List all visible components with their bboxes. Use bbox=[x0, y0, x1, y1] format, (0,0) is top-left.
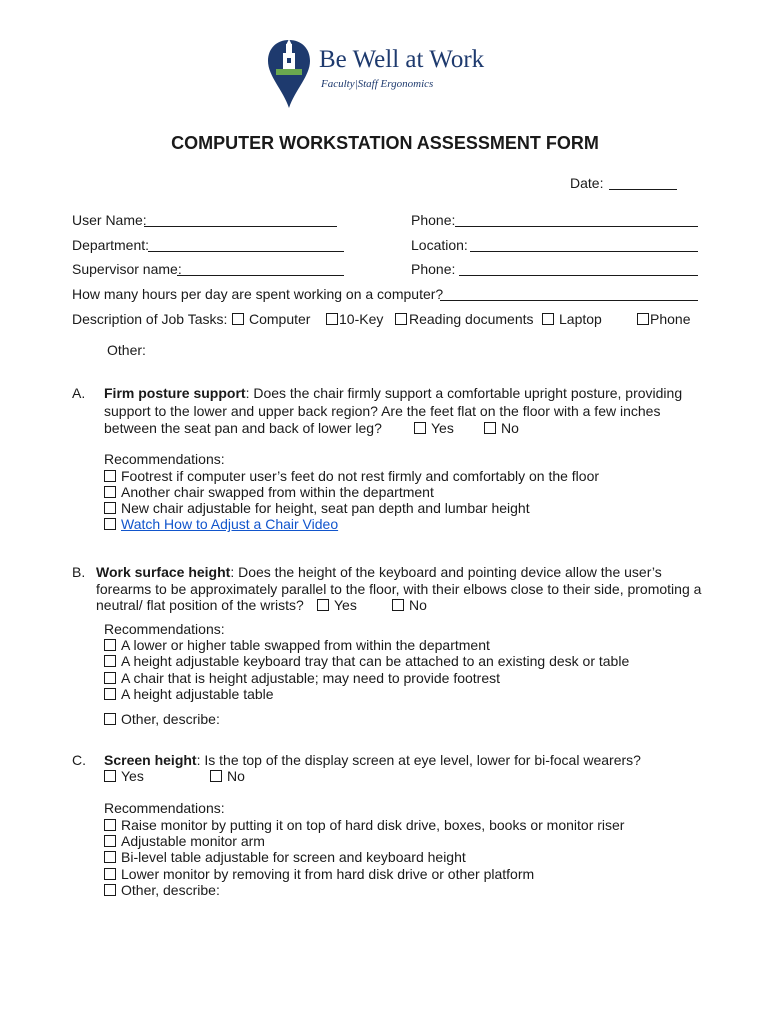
section-c-heading: Screen height bbox=[104, 752, 197, 768]
checkbox[interactable] bbox=[232, 313, 244, 325]
section-a-letter: A. bbox=[72, 385, 86, 401]
task-reading-documents[interactable]: Reading documents bbox=[395, 311, 534, 327]
section-b-heading: Work surface height bbox=[96, 564, 231, 580]
section-a-question-line1: Firm posture support: Does the chair firmly support a comfortable upright posture, providing bbox=[104, 385, 683, 401]
phone2-field[interactable] bbox=[459, 275, 698, 276]
location-label: Location: bbox=[411, 237, 468, 253]
hours-label: How many hours per day are spent working on a computer? bbox=[72, 286, 444, 302]
checkbox[interactable] bbox=[104, 884, 116, 896]
section-a-rec-1[interactable]: Footrest if computer user’s feet do not rest firmly and comfortably on the floor bbox=[104, 468, 599, 484]
checkbox[interactable] bbox=[104, 770, 116, 782]
section-a-no[interactable]: No bbox=[484, 420, 519, 436]
page-title: COMPUTER WORKSTATION ASSESSMENT FORM bbox=[171, 133, 599, 153]
section-b-yes[interactable]: Yes bbox=[317, 597, 357, 613]
checkbox[interactable] bbox=[104, 851, 116, 863]
section-b-rec-4[interactable]: A height adjustable table bbox=[104, 686, 274, 702]
user-name-label: User Name: bbox=[72, 212, 147, 228]
checkbox[interactable] bbox=[104, 672, 116, 684]
task-computer[interactable]: Computer bbox=[232, 311, 310, 327]
logo-name: Be Well at Work bbox=[319, 46, 485, 73]
section-c-yes[interactable]: Yes bbox=[104, 768, 144, 784]
checkbox[interactable] bbox=[326, 313, 338, 325]
section-c-rec-3[interactable]: Bi-level table adjustable for screen and keyboard height bbox=[104, 849, 466, 865]
checkbox[interactable] bbox=[104, 655, 116, 667]
phone-label: Phone: bbox=[411, 212, 456, 228]
section-c-rec-4[interactable]: Lower monitor by removing it from hard disk drive or other platform bbox=[104, 866, 534, 882]
section-b-rec-3[interactable]: A chair that is height adjustable; may need to provide footrest bbox=[104, 670, 500, 686]
checkbox[interactable] bbox=[317, 599, 329, 611]
checkbox[interactable] bbox=[414, 422, 426, 434]
checkbox[interactable] bbox=[104, 470, 116, 482]
section-c-rec-5[interactable]: Other, describe: bbox=[104, 882, 220, 898]
section-a-rec-4[interactable] bbox=[104, 516, 338, 532]
checkbox[interactable] bbox=[395, 313, 407, 325]
phone2-label: Phone: bbox=[411, 261, 456, 277]
section-a-rec-2[interactable]: Another chair swapped from within the department bbox=[104, 484, 434, 500]
section-c-letter: C. bbox=[72, 752, 86, 768]
checkbox[interactable] bbox=[637, 313, 649, 325]
hours-field[interactable] bbox=[440, 300, 698, 301]
checkbox[interactable] bbox=[104, 688, 116, 700]
department-field[interactable] bbox=[148, 251, 344, 252]
section-a-heading: Firm posture support bbox=[104, 385, 246, 401]
section-b-other[interactable]: Other, describe: bbox=[104, 711, 220, 727]
supervisor-field[interactable] bbox=[177, 275, 344, 276]
section-c-rec-label: Recommendations: bbox=[104, 800, 225, 816]
date-field[interactable] bbox=[609, 189, 677, 190]
checkbox[interactable] bbox=[104, 518, 116, 530]
video-link[interactable]: Watch How to Adjust a Chair Video bbox=[121, 516, 339, 532]
checkbox[interactable] bbox=[392, 599, 404, 611]
section-b-question-line1: Work surface height: Does the height of the keyboard and pointing device allow the user’s bbox=[96, 564, 662, 580]
date-label: Date: bbox=[570, 175, 604, 191]
logo bbox=[266, 38, 506, 110]
checkbox[interactable] bbox=[104, 835, 116, 847]
section-b-no[interactable]: No bbox=[392, 597, 427, 613]
task-laptop[interactable]: Laptop bbox=[542, 311, 602, 327]
section-c-no[interactable]: No bbox=[210, 768, 245, 784]
section-a-rec-3[interactable]: New chair adjustable for height, seat pan depth and lumbar height bbox=[104, 500, 530, 516]
location-pin-icon bbox=[266, 38, 312, 110]
section-c-rec-1[interactable]: Raise monitor by putting it on top of hard disk drive, boxes, books or monitor riser bbox=[104, 817, 624, 833]
phone-field[interactable] bbox=[455, 226, 698, 227]
job-tasks-label: Description of Job Tasks: bbox=[72, 311, 228, 327]
checkbox[interactable] bbox=[104, 819, 116, 831]
department-label: Department: bbox=[72, 237, 150, 253]
section-a-question-line2: support to the lower and upper back region? Are the feet flat on the floor with a few inches bbox=[104, 403, 661, 419]
supervisor-label: Supervisor name: bbox=[72, 261, 182, 277]
section-b-question-line2: forearms to be approximately parallel to the floor, with their elbows close to their side, promoting a bbox=[96, 581, 702, 597]
task-phone[interactable]: Phone bbox=[637, 311, 690, 327]
other-tasks-label: Other: bbox=[107, 342, 146, 358]
checkbox[interactable] bbox=[542, 313, 554, 325]
checkbox[interactable] bbox=[210, 770, 222, 782]
checkbox[interactable] bbox=[104, 639, 116, 651]
location-field[interactable] bbox=[470, 251, 698, 252]
logo-tagline: Faculty|Staff Ergonomics bbox=[321, 78, 434, 90]
section-c-rec-2[interactable]: Adjustable monitor arm bbox=[104, 833, 265, 849]
checkbox[interactable] bbox=[104, 868, 116, 880]
section-c-question-line1: Screen height: Is the top of the display screen at eye level, lower for bi-focal wearers? bbox=[104, 752, 641, 768]
section-a-yes[interactable]: Yes bbox=[414, 420, 454, 436]
section-b-question-line3: neutral/ flat position of the wrists? bbox=[96, 597, 304, 613]
section-a-rec-label: Recommendations: bbox=[104, 451, 225, 467]
section-a-question-line3: between the seat pan and back of lower leg? bbox=[104, 420, 382, 436]
section-b-rec-1[interactable]: A lower or higher table swapped from within the department bbox=[104, 637, 490, 653]
section-b-rec-label: Recommendations: bbox=[104, 621, 225, 637]
checkbox[interactable] bbox=[484, 422, 496, 434]
checkbox[interactable] bbox=[104, 486, 116, 498]
checkbox[interactable] bbox=[104, 713, 116, 725]
section-b-rec-2[interactable]: A height adjustable keyboard tray that can be attached to an existing desk or table bbox=[104, 653, 629, 669]
checkbox[interactable] bbox=[104, 502, 116, 514]
task-10-key[interactable]: 10-Key bbox=[326, 311, 383, 327]
user-name-field[interactable] bbox=[144, 226, 337, 227]
section-b-letter: B. bbox=[72, 564, 86, 580]
